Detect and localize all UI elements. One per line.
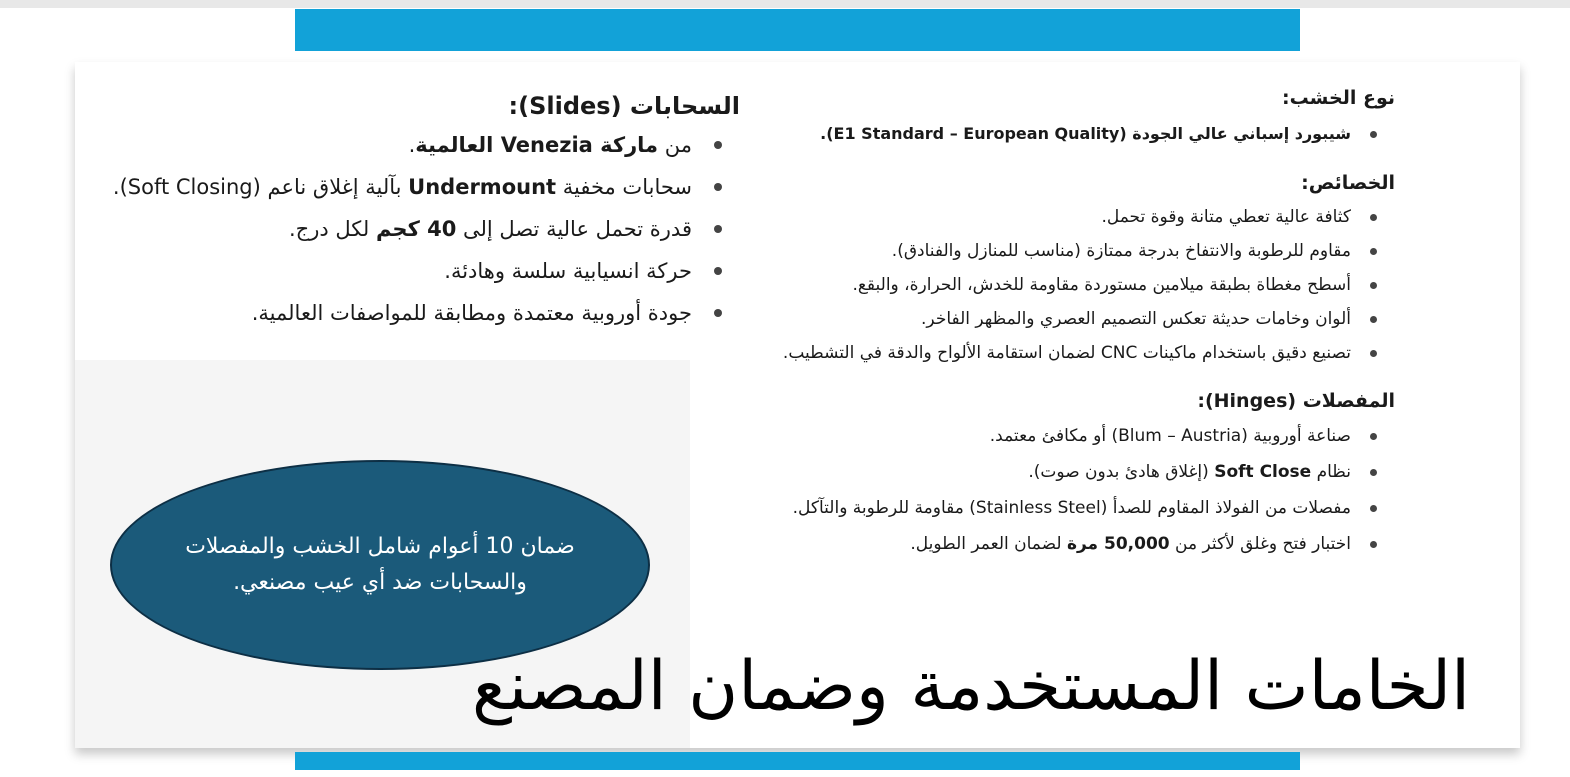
hinges-item: اختبار فتح وغلق لأكثر من 50,000 مرة لضمان العمر الطويل. [700,526,1351,562]
slides-item: سحابات مخفية Undermount بآلية إغلاق ناعم (Soft Closing). [85,166,692,208]
properties-item: مقاوم للرطوبة والانتفاخ بدرجة ممتازة (مناسب للمنازل والفنادق). [700,234,1351,268]
hinges-item: صناعة أوروبية (Blum – Austria) أو مكافئ معتمد. [700,418,1351,454]
properties-list [700,200,1395,370]
slides-column [85,88,740,334]
properties-item: ألوان وخامات حديثة تعكس التصميم العصري والمظهر الفاخر. [700,302,1351,336]
slides-item: حركة انسيابية سلسة وهادئة. [85,250,692,292]
hinges-item: مفصلات من الفولاذ المقاوم للصدأ (Stainless Steel) مقاومة للرطوبة والتآكل. [700,490,1351,526]
properties-item: أسطح مغطاة بطبقة ميلامين مستوردة مقاومة للخدش، الحرارة، والبقع. [700,268,1351,302]
top-accent-bar [295,9,1300,51]
bottom-accent-bar [295,752,1300,770]
hinges-item: نظام Soft Close (إغلاق هادئ بدون صوت). [700,454,1351,490]
hinges-list [700,418,1395,562]
wood-heading: نوع الخشب: [1281,87,1395,109]
hinges-heading: المفصلات (Hinges): [1197,390,1395,412]
slides-item: جودة أوروبية معتمدة ومطابقة للمواصفات العالمية. [85,292,692,334]
slides-heading: السحابات (Slides): [508,92,740,120]
slide-title: الخامات المستخدمة وضمان المصنع [472,647,1470,726]
wood-item: شيبورد إسباني عالي الجودة (E1 Standard – European Quality). [700,116,1351,152]
properties-item: كثافة عالية تعطي متانة وقوة تحمل. [700,200,1351,234]
warranty-text: ضمان 10 أعوام شامل الخشب والمفصلات والسحابات ضد أي عيب مصنعي. [185,534,575,595]
slides-item: من ماركة Venezia العالمية. [85,124,692,166]
properties-item: تصنيع دقيق باستخدام ماكينات CNC لضمان استقامة الألواح والدقة في التشطيب. [700,336,1351,370]
slides-item: قدرة تحمل عالية تصل إلى 40 كجم لكل درج. [85,208,692,250]
slides-list [85,124,740,334]
top-strip [0,0,1570,8]
materials-column [700,80,1395,562]
properties-heading: الخصائص: [1301,172,1395,194]
wood-list [700,116,1395,152]
